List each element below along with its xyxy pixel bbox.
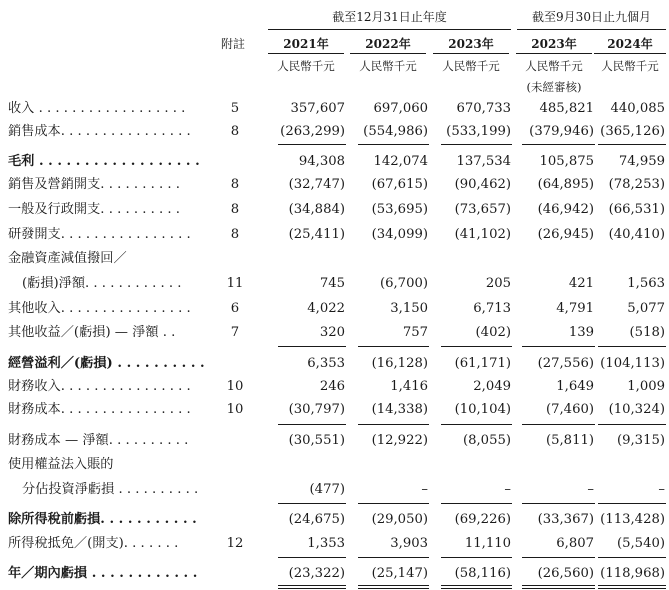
cell-2022: (14,338): [371, 402, 428, 417]
row-label: 一般及行政開支. . . . . . . . . .: [8, 202, 180, 217]
group-header-years: 截至12月31日止年度: [332, 10, 447, 24]
row-label: 財務收入. . . . . . . . . . . . . . . .: [8, 379, 191, 394]
row-label: 研發開支. . . . . . . . . . . . . . . .: [8, 227, 191, 242]
year-rule: [433, 53, 509, 54]
cell-2024-9m: (118,968): [600, 566, 665, 581]
year-header-2024-9m: 2024年: [607, 37, 653, 51]
cell-2022: (6,700): [379, 276, 428, 291]
cell-2021: (30,551): [288, 433, 345, 448]
cell-2021: (25,411): [288, 227, 345, 242]
row-note: 6: [230, 301, 240, 316]
row-label: 毛利 . . . . . . . . . . . . . . . . . .: [8, 154, 200, 169]
row-cost-of-sales: [0, 121, 669, 143]
year-rule: [268, 53, 344, 54]
row-note: 12: [226, 536, 244, 551]
cell-2024-9m: (104,113): [600, 356, 665, 371]
cell-2022: 757: [402, 325, 428, 340]
cell-2023: (69,226): [454, 512, 511, 527]
total-double-rule: [522, 588, 595, 589]
cell-2021: (477): [309, 482, 345, 497]
cell-2024-9m: (78,253): [608, 177, 665, 192]
row-label: 其他收入. . . . . . . . . . . . . . . .: [8, 301, 191, 316]
row-label: 使用權益法入賬的: [8, 457, 114, 472]
row-label: 除所得稅前虧損. . . . . . . . . . .: [8, 512, 197, 527]
cell-2024-9m: (40,410): [608, 227, 665, 242]
subtotal-rule: [358, 424, 429, 425]
row-note: 8: [230, 227, 240, 242]
row-note: 5: [230, 101, 240, 116]
unit-header: 人民幣千元: [359, 59, 417, 73]
cell-2023-9m: (26,560): [537, 566, 594, 581]
cell-2024-9m: (9,315): [616, 433, 665, 448]
subtotal-rule: [441, 557, 512, 558]
cell-2022: 3,150: [390, 301, 428, 316]
cell-2023: (8,055): [462, 433, 511, 448]
cell-2021: (23,322): [288, 566, 345, 581]
row-income-tax: [0, 533, 669, 555]
subtotal-rule: [278, 346, 346, 347]
row-label: 分佔投資淨虧損 . . . . . . . . . .: [22, 482, 199, 497]
subtotal-rule: [441, 503, 512, 504]
cell-2023-9m: 421: [568, 276, 594, 291]
row-impairment-net: [0, 273, 669, 295]
cell-2023-9m: –: [587, 482, 594, 497]
subtotal-rule: [598, 144, 666, 145]
cell-2021: 94,308: [298, 154, 345, 169]
subtotal-rule: [522, 557, 595, 558]
cell-2021: (24,675): [288, 512, 345, 527]
row-label: 其他收益／(虧損) — 淨額 . .: [8, 325, 176, 340]
note-column-header: 附註: [221, 37, 246, 51]
cell-2023: 6,713: [473, 301, 511, 316]
row-note: 11: [226, 276, 244, 291]
row-label: 銷售成本. . . . . . . . . . . . . . . .: [8, 124, 191, 139]
cell-2024-9m: 1,009: [627, 379, 665, 394]
cell-2024-9m: 440,085: [610, 101, 665, 116]
row-label: 經營溢利／(虧損) . . . . . . . . . .: [8, 356, 205, 371]
row-revenue: [0, 98, 669, 120]
subtotal-rule: [358, 557, 429, 558]
cell-2023: (73,657): [454, 202, 511, 217]
cell-2023-9m: (26,945): [537, 227, 594, 242]
cell-2021: 246: [319, 379, 345, 394]
cell-2024-9m: (365,126): [600, 124, 665, 139]
cell-2021: (34,884): [288, 202, 345, 217]
cell-2023: (533,199): [446, 124, 511, 139]
cell-2023-9m: 4,791: [556, 301, 594, 316]
subtotal-rule: [441, 424, 512, 425]
cell-2023-9m: (64,895): [537, 177, 594, 192]
subtotal-rule: [441, 346, 512, 347]
cell-2021: 1,353: [307, 536, 345, 551]
cell-2022: (67,615): [371, 177, 428, 192]
row-note: 7: [230, 325, 240, 340]
cell-2023-9m: 105,875: [539, 154, 594, 169]
cell-2022: 3,903: [390, 536, 428, 551]
row-impairment-heading: [0, 248, 669, 270]
cell-2023-9m: 1,649: [556, 379, 594, 394]
cell-2024-9m: (66,531): [608, 202, 665, 217]
cell-2022: (554,986): [363, 124, 428, 139]
group-years-rule: [268, 29, 511, 30]
unit-header: 人民幣千元: [525, 59, 583, 73]
cell-2022: (16,128): [371, 356, 428, 371]
cell-2021: 320: [319, 325, 345, 340]
row-label: 銷售及營銷開支. . . . . . . . . .: [8, 177, 180, 192]
row-loss-before-tax: [0, 509, 669, 531]
total-double-rule: [522, 585, 595, 586]
cell-2023: (61,171): [454, 356, 511, 371]
subtotal-rule: [441, 144, 512, 145]
year-rule: [516, 53, 592, 54]
row-finance-costs-net: [0, 430, 669, 452]
cell-2023: (402): [475, 325, 511, 340]
total-double-rule: [598, 588, 666, 589]
row-gross-profit: [0, 151, 669, 173]
total-double-rule: [278, 585, 346, 586]
subtotal-rule: [358, 144, 429, 145]
row-label: 金融資產減值撥回／: [8, 251, 127, 266]
cell-2022: 1,416: [390, 379, 428, 394]
cell-2022: (53,695): [371, 202, 428, 217]
row-note: 10: [226, 402, 244, 417]
subtotal-rule: [522, 144, 595, 145]
subtotal-rule: [598, 424, 666, 425]
subtotal-rule: [522, 424, 595, 425]
cell-2024-9m: (10,324): [608, 402, 665, 417]
cell-2023-9m: (46,942): [537, 202, 594, 217]
cell-2024-9m: (518): [629, 325, 665, 340]
cell-2022: (25,147): [371, 566, 428, 581]
cell-2023: 670,733: [456, 101, 511, 116]
row-other-gains: [0, 322, 669, 344]
subtotal-rule: [598, 346, 666, 347]
subtotal-rule: [358, 503, 429, 504]
row-selling-expenses: [0, 174, 669, 196]
cell-2022: (34,099): [371, 227, 428, 242]
row-label: 收入 . . . . . . . . . . . . . . . . . .: [8, 101, 186, 116]
year-header-2023-9m: 2023年: [531, 37, 577, 51]
cell-2023: –: [504, 482, 511, 497]
unit-header: 人民幣千元: [277, 59, 335, 73]
group-header-nine-months: 截至9月30日止九個月: [532, 10, 651, 24]
row-other-income: [0, 298, 669, 320]
total-double-rule: [278, 588, 346, 589]
row-finance-income: [0, 376, 669, 398]
cell-2021: (263,299): [280, 124, 345, 139]
cell-2022: (12,922): [371, 433, 428, 448]
subtotal-rule: [598, 503, 666, 504]
cell-2024-9m: –: [658, 482, 665, 497]
unit-header: 人民幣千元: [601, 59, 659, 73]
total-double-rule: [441, 585, 512, 586]
row-note: 10: [226, 379, 244, 394]
row-label: (虧損)淨額. . . . . . . . . . . .: [22, 276, 182, 291]
total-double-rule: [441, 588, 512, 589]
row-admin-expenses: [0, 199, 669, 221]
subtotal-rule: [278, 557, 346, 558]
cell-2022: (29,050): [371, 512, 428, 527]
row-label: 所得稅抵免／(開支). . . . . . .: [8, 536, 179, 551]
cell-2023: (90,462): [454, 177, 511, 192]
row-finance-costs: [0, 399, 669, 421]
total-double-rule: [598, 585, 666, 586]
year-rule: [594, 53, 666, 54]
cell-2021: 6,353: [307, 356, 345, 371]
row-loss-for-period: [0, 563, 669, 585]
cell-2023-9m: (379,946): [529, 124, 594, 139]
row-note: 8: [230, 124, 240, 139]
cell-2024-9m: (113,428): [600, 512, 665, 527]
total-double-rule: [358, 585, 429, 586]
year-header-2022: 2022年: [365, 37, 411, 51]
cell-2024-9m: (5,540): [616, 536, 665, 551]
subtotal-rule: [598, 557, 666, 558]
year-rule: [350, 53, 426, 54]
subtotal-rule: [278, 144, 346, 145]
subtotal-rule: [522, 503, 595, 504]
row-operating-profit: [0, 353, 669, 375]
year-header-2021: 2021年: [283, 37, 329, 51]
cell-2023: 137,534: [456, 154, 511, 169]
cell-2023-9m: 6,807: [556, 536, 594, 551]
subtotal-rule: [522, 346, 595, 347]
cell-2021: 4,022: [307, 301, 345, 316]
row-equity-method-heading: [0, 454, 669, 476]
cell-2023: 11,110: [464, 536, 511, 551]
cell-2023-9m: (5,811): [545, 433, 594, 448]
cell-2022: –: [421, 482, 428, 497]
unaudited-label: (未經審核): [526, 80, 582, 94]
cell-2021: 357,607: [290, 101, 345, 116]
cell-2023: (58,116): [454, 566, 511, 581]
row-label: 年／期內虧損 . . . . . . . . . . . .: [8, 566, 198, 581]
row-rd-expenses: [0, 224, 669, 246]
group-nine-months-rule: [517, 29, 666, 30]
subtotal-rule: [278, 424, 346, 425]
total-double-rule: [358, 588, 429, 589]
cell-2021: 745: [319, 276, 345, 291]
cell-2022: 142,074: [373, 154, 428, 169]
cell-2024-9m: 74,959: [618, 154, 665, 169]
cell-2023-9m: (33,367): [537, 512, 594, 527]
year-header-2023: 2023年: [448, 37, 494, 51]
row-note: 8: [230, 202, 240, 217]
row-label: 財務成本 — 淨額. . . . . . . . . .: [8, 433, 189, 448]
cell-2024-9m: 1,563: [627, 276, 665, 291]
cell-2023: 205: [485, 276, 511, 291]
subtotal-rule: [278, 503, 346, 504]
cell-2023-9m: (7,460): [545, 402, 594, 417]
cell-2023: (10,104): [454, 402, 511, 417]
subtotal-rule: [358, 346, 429, 347]
cell-2022: 697,060: [373, 101, 428, 116]
cell-2024-9m: 5,077: [627, 301, 665, 316]
cell-2023-9m: (27,556): [537, 356, 594, 371]
cell-2023-9m: 485,821: [539, 101, 594, 116]
row-share-of-losses: [0, 479, 669, 501]
unit-header: 人民幣千元: [442, 59, 500, 73]
row-note: 8: [230, 177, 240, 192]
cell-2023: (41,102): [454, 227, 511, 242]
cell-2023: 2,049: [473, 379, 511, 394]
cell-2023-9m: 139: [568, 325, 594, 340]
cell-2021: (32,747): [288, 177, 345, 192]
row-label: 財務成本. . . . . . . . . . . . . . . .: [8, 402, 191, 417]
cell-2021: (30,797): [288, 402, 345, 417]
